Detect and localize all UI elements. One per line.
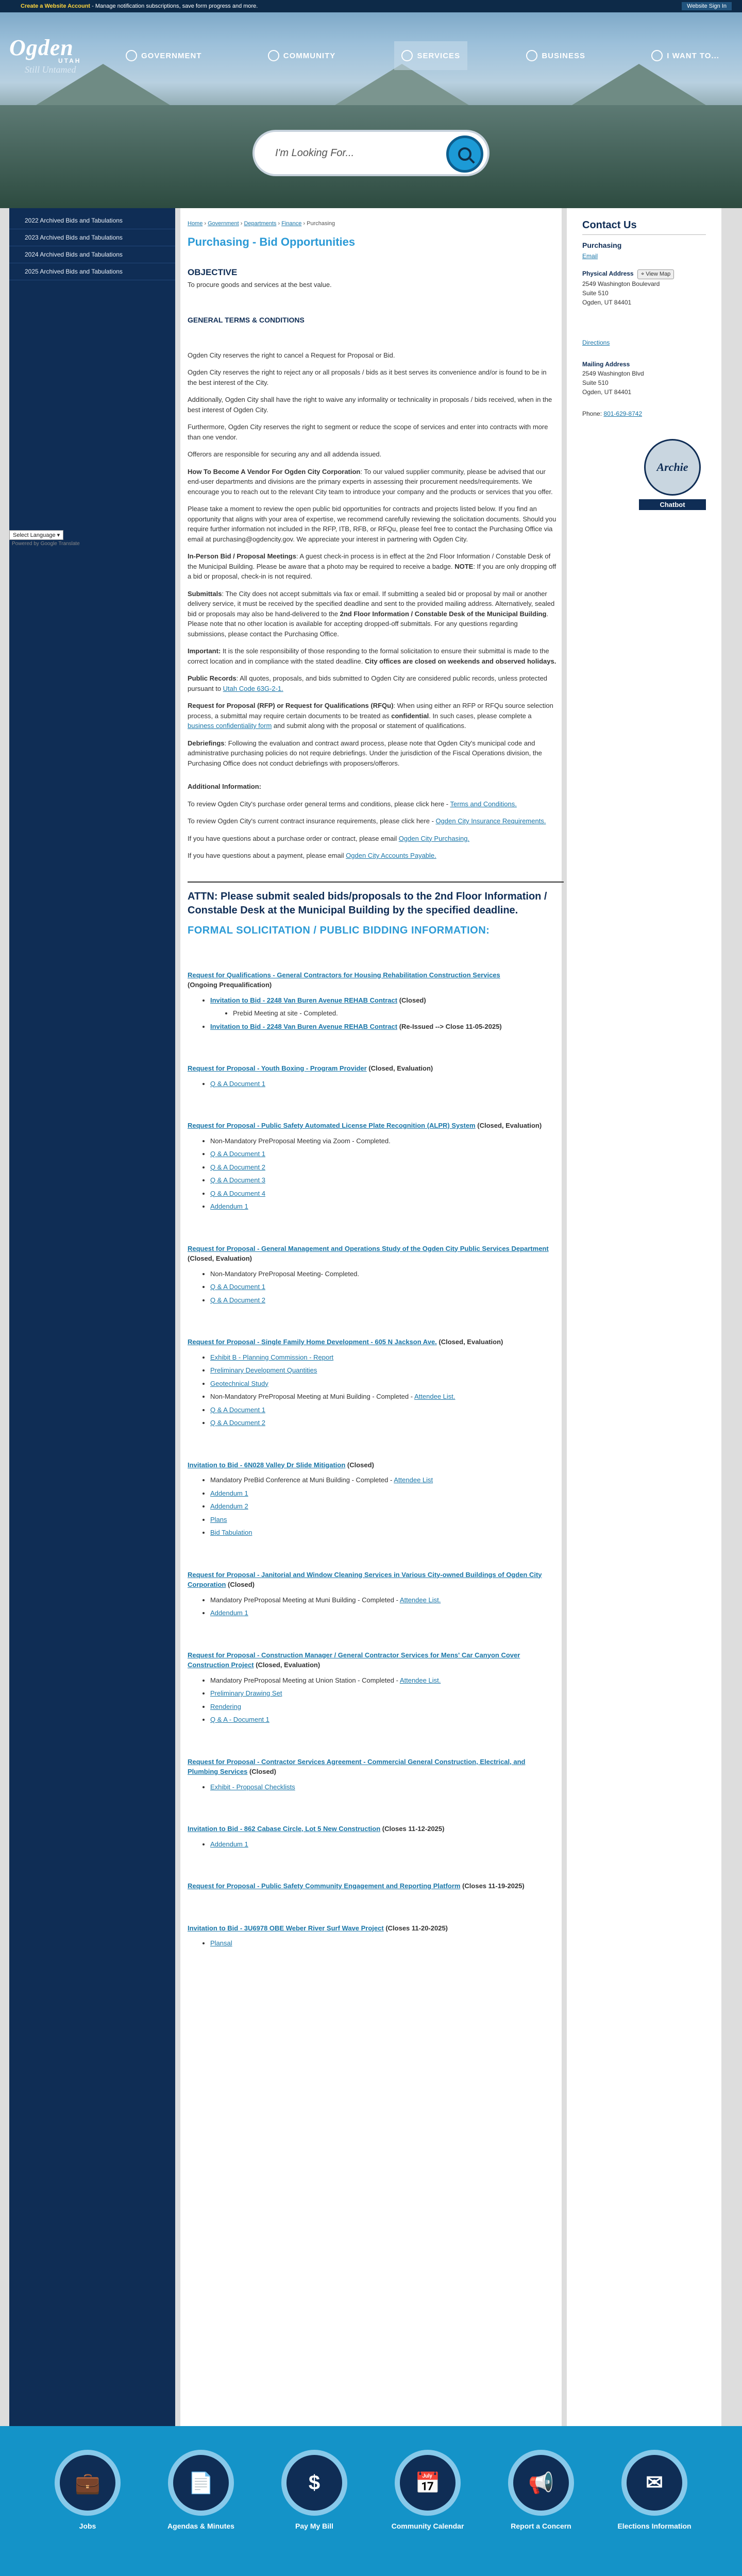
main-content bbox=[180, 208, 562, 2426]
solicitation-document[interactable] bbox=[210, 1501, 556, 1512]
search-icon bbox=[458, 147, 471, 161]
terms-conditions-link[interactable]: Terms and Conditions. bbox=[450, 800, 517, 808]
solicitation-status: (Closes 11-20-2025) bbox=[383, 1924, 448, 1932]
solicitation-status: (Closed) bbox=[247, 1768, 276, 1775]
solicitation-item bbox=[188, 1121, 556, 1212]
circle-icon bbox=[651, 50, 663, 61]
solicitation-title-link[interactable]: Request for Proposal - Single Family Home Development - 605 N Jackson Ave. bbox=[188, 1338, 437, 1346]
quick-link-1[interactable] bbox=[46, 2450, 129, 2530]
document-link[interactable]: Rendering bbox=[210, 1702, 241, 1710]
quick-link-label: Pay My Bill bbox=[295, 2522, 333, 2530]
insurance-paragraph: To review Ogden City's current contract insurance requirements, please click here - Ogden City Insurance Requirements. bbox=[188, 817, 546, 825]
solicitation-title-link[interactable]: Request for Proposal - Janitorial and Window Cleaning Services in Various City-owned Buildings of Ogden City Corporation bbox=[188, 1570, 542, 1588]
mail-icon: ✉ bbox=[621, 2450, 687, 2516]
document-link[interactable]: Addendum 1 bbox=[210, 1202, 248, 1210]
contact-heading: Contact Us bbox=[582, 219, 637, 231]
megaphone-icon: 📢 bbox=[508, 2450, 574, 2516]
insurance-link[interactable]: Ogden City Insurance Requirements. bbox=[435, 817, 546, 825]
solicitation-document[interactable] bbox=[210, 1162, 556, 1173]
sidebar-item-2023[interactable]: 2023 Archived Bids and Tabulations bbox=[9, 229, 175, 246]
document-link[interactable]: Geotechnical Study bbox=[210, 1379, 268, 1387]
solicitation-item bbox=[188, 1244, 556, 1306]
solicitation-document[interactable] bbox=[210, 1515, 556, 1525]
archie-logo: Archie bbox=[644, 439, 701, 496]
solicitation-document[interactable] bbox=[210, 1405, 556, 1415]
document-link[interactable]: Invitation to Bid - 2248 Van Buren Avenue REHAB Contract bbox=[210, 1022, 398, 1030]
terms-p1: Ogden City reserves the right to cancel a Request for Proposal or Bid. bbox=[188, 351, 395, 359]
site-search bbox=[252, 128, 490, 178]
solicitation-document bbox=[210, 1595, 556, 1605]
solicitation-document[interactable] bbox=[210, 995, 556, 1006]
solicitation-title-link[interactable]: Invitation to Bid - 6N028 Valley Dr Slide Mitigation bbox=[188, 1461, 346, 1469]
breadcrumb-government[interactable]: Government bbox=[208, 221, 239, 227]
attendee-list-link[interactable]: Attendee List. bbox=[399, 1676, 441, 1684]
solicitation-note: (Ongoing Prequalification) bbox=[188, 981, 272, 989]
document-link[interactable]: Preliminary Drawing Set bbox=[210, 1689, 282, 1697]
document-link[interactable]: Q & A - Document 1 bbox=[210, 1716, 269, 1723]
solicitation-document[interactable] bbox=[210, 1528, 556, 1538]
solicitation-item bbox=[188, 1824, 556, 1849]
account-alert[interactable]: Create a Website Account - Manage notification subscriptions, save form progress and more. bbox=[21, 3, 258, 9]
document-note: Mandatory PreProposal Meeting at Muni Building - Completed - bbox=[210, 1596, 398, 1604]
sidebar-item-2025[interactable]: 2025 Archived Bids and Tabulations bbox=[9, 263, 175, 280]
document-link[interactable]: Addendum 1 bbox=[210, 1489, 248, 1497]
attn-notice: ATTN: Please submit sealed bids/proposals to the 2nd Floor Information / Constable Desk at the Municipal Building by the specified deadline. bbox=[188, 890, 547, 916]
solicitation-document[interactable] bbox=[210, 1175, 556, 1185]
solicitation-item bbox=[188, 1650, 556, 1725]
document-link[interactable]: Invitation to Bid - 2248 Van Buren Avenue REHAB Contract bbox=[210, 996, 398, 1004]
rfp-paragraph: Request for Proposal (RFP) or Request for Qualifications (RFQu): When using either an RFP or RFQu source selection process, a submittal may require certain documents to be treated as confidential. In such cases, please complete a business confidentiality form and submit along with the proposal or statement of qualifications. bbox=[188, 702, 553, 730]
divider bbox=[188, 882, 564, 883]
sidebar-item-2024[interactable]: 2024 Archived Bids and Tabulations bbox=[9, 246, 175, 263]
archie-chatbot-button[interactable] bbox=[639, 439, 706, 516]
quick-link-5[interactable] bbox=[500, 2450, 582, 2530]
solicitation-document bbox=[210, 1675, 556, 1686]
document-link[interactable]: Addendum 2 bbox=[210, 1502, 248, 1510]
document-note: Non-Mandatory PreProposal Meeting via Zoom - Completed. bbox=[210, 1137, 391, 1145]
solicitation-document bbox=[210, 1269, 556, 1279]
solicitation-item bbox=[188, 1923, 556, 1948]
document-link[interactable]: Q & A Document 1 bbox=[210, 1405, 265, 1414]
solicitation-item bbox=[188, 970, 556, 1032]
document-note: Mandatory PreBid Conference at Muni Building - Completed - bbox=[210, 1476, 393, 1484]
language-select[interactable]: Select Language ▾ Powered by Google Translate bbox=[9, 530, 63, 540]
solicitation-document[interactable] bbox=[210, 1782, 556, 1792]
dollar-icon: $ bbox=[281, 2450, 347, 2516]
document-link[interactable]: Plansal bbox=[210, 1939, 232, 1947]
objective-heading: OBJECTIVE bbox=[188, 267, 238, 277]
document-link[interactable]: Q & A Document 1 bbox=[210, 1283, 265, 1291]
document-note: Mandatory PreProposal Meeting at Union Station - Completed - bbox=[210, 1676, 398, 1684]
solicitation-status: (Closed, Evaluation) bbox=[188, 1255, 252, 1262]
phone-link[interactable]: 801-629-8742 bbox=[603, 410, 643, 417]
document-link[interactable]: Q & A Document 2 bbox=[210, 1163, 265, 1171]
attendee-list-link[interactable]: Attendee List. bbox=[414, 1393, 456, 1400]
document-link[interactable]: Q & A Document 4 bbox=[210, 1189, 265, 1197]
document-link[interactable]: Preliminary Development Quantities bbox=[210, 1366, 317, 1374]
chatbot-banner: Chatbot bbox=[639, 499, 706, 510]
solicitation-document[interactable] bbox=[210, 1352, 556, 1363]
document-status: (Closed) bbox=[397, 996, 426, 1004]
debriefings-paragraph: Debriefings: Following the evaluation and contract award process, please note that Ogden City's municipal code and administrative purchasing policies do not require debriefings. Under the jurisdiction of the Fiscal Operations division, the Purchasing Office does not conduct debriefings with proposers/offerors. bbox=[188, 739, 542, 767]
solicitation-document[interactable] bbox=[210, 1079, 556, 1089]
contact-email-link[interactable]: Email bbox=[582, 252, 598, 260]
physical-address: Physical Address ⌖ View Map 2549 Washington Boulevard Suite 510 Ogden, UT 84401 bbox=[582, 269, 706, 307]
solicitation-document[interactable] bbox=[210, 1702, 556, 1712]
sign-in-link[interactable]: Website Sign In bbox=[682, 2, 732, 10]
nav-business[interactable]: BUSINESS bbox=[519, 41, 593, 70]
objective-text: To procure goods and services at the best value. bbox=[188, 281, 332, 289]
confidentiality-form-link[interactable]: business confidentiality form bbox=[188, 722, 272, 730]
solicitation-title-link[interactable]: Request for Qualifications - General Contractors for Housing Rehabilitation Construction Services bbox=[188, 971, 500, 979]
solicitation-status: (Closes 11-19-2025) bbox=[460, 1882, 525, 1890]
quick-link-label: Report a Concern bbox=[511, 2522, 571, 2530]
document-link[interactable]: Bid Tabulation bbox=[210, 1529, 252, 1536]
solicitation-document[interactable] bbox=[210, 1201, 556, 1212]
solicitation-title-link[interactable]: Request for Proposal - Contractor Services Agreement - Commercial General Construction, Electrical, and Plumbing Services bbox=[188, 1757, 526, 1775]
document-link[interactable]: Q & A Document 2 bbox=[210, 1296, 265, 1304]
terms-conditions-paragraph: To review Ogden City's purchase order general terms and conditions, please click here - Terms and Conditions. bbox=[188, 800, 517, 808]
quick-link-6[interactable] bbox=[613, 2450, 696, 2530]
calendar-icon: 📅 bbox=[395, 2450, 461, 2516]
solicitation-status: (Closed, Evaluation) bbox=[254, 1661, 321, 1669]
solicitation-document bbox=[210, 1475, 556, 1485]
public-records-paragraph: Public Records: All quotes, proposals, and bids submitted to Ogden City are considered public records, unless protected pursuant to Utah Code 63G-2-1. bbox=[188, 674, 548, 692]
purchasing-email-link[interactable]: Ogden City Purchasing. bbox=[398, 834, 470, 842]
nav-services[interactable]: SERVICES bbox=[394, 41, 467, 70]
vendor-paragraph: How To Become A Vendor For Ogden City Corporation: To our valued supplier community, please be advised that our end-user departments and divisions are the primary experts in assessing their procurement needs/requirements. We encourage you to reach out to the relevant City team to introduce your company and the products or services that you offer. bbox=[188, 467, 553, 496]
breadcrumb-departments[interactable]: Departments bbox=[244, 221, 277, 227]
terms-p7: Please take a moment to review the open public bid opportunities for contracts and projects listed below. If you find an opportunity that aligns with your area of expertise, we recommend carefully reviewing the solicitation documents. Should you require further information not included in the RFP, ITB, RFB, or RFQu, please feel free to contact the Purchasing Office via email at purchasing@ogdencity.gov. We appreciate your interest in partnering with Ogden City. bbox=[188, 505, 556, 543]
terms-p5: Offerors are responsible for securing any and all addenda issued. bbox=[188, 450, 382, 458]
solicitation-document[interactable] bbox=[210, 1149, 556, 1159]
solicitation-document[interactable] bbox=[210, 1839, 556, 1850]
site-logo[interactable]: Ogden UTAH Still Untamed bbox=[9, 35, 81, 75]
mailing-address: Mailing Address 2549 Washington Blvd Suite 510 Ogden, UT 84401 bbox=[582, 360, 644, 396]
breadcrumb-current: Purchasing bbox=[307, 221, 335, 227]
phone-line: Phone: 801-629-8742 bbox=[582, 410, 643, 417]
quick-link-2[interactable] bbox=[160, 2450, 242, 2530]
quick-link-3[interactable] bbox=[273, 2450, 356, 2530]
document-link[interactable]: Q & A Document 2 bbox=[210, 1419, 265, 1427]
circle-icon bbox=[126, 50, 137, 61]
solicitation-item bbox=[188, 1570, 556, 1618]
solicitation-title-link[interactable]: Request for Proposal - Youth Boxing - Program Provider bbox=[188, 1064, 367, 1072]
solicitation-document[interactable] bbox=[210, 1488, 556, 1499]
nav-i-want-to[interactable]: I WANT TO... bbox=[644, 41, 727, 70]
solicitation-document[interactable] bbox=[210, 1715, 556, 1725]
solicitation-status: (Closed) bbox=[226, 1581, 255, 1588]
solicitation-item bbox=[188, 1757, 556, 1792]
document-link[interactable]: Exhibit - Proposal Checklists bbox=[210, 1783, 295, 1791]
quick-link-4[interactable] bbox=[386, 2450, 469, 2530]
solicitation-document[interactable] bbox=[210, 1938, 556, 1948]
solicitation-item bbox=[188, 1063, 556, 1089]
document-link[interactable]: Plans bbox=[210, 1515, 227, 1523]
quick-link-label: Community Calendar bbox=[391, 2522, 464, 2530]
purchasing-email-paragraph: If you have questions about a purchase order or contract, please email Ogden City Purchasing. bbox=[188, 834, 470, 842]
inperson-paragraph: In-Person Bid / Proposal Meetings: A guest check-in process is in effect at the 2nd Floor Information / Constable Desk of the Municipal Building. Please be aware that a photo may be required to receive a badge. NOTE: If you are only dropping off a bid or proposal, check-in is not required. bbox=[188, 552, 556, 580]
quick-link-label: Elections Information bbox=[617, 2522, 692, 2530]
solicitation-document[interactable] bbox=[210, 1189, 556, 1199]
hero-banner bbox=[0, 12, 742, 208]
solicitation-item bbox=[188, 1460, 556, 1538]
solicitation-document bbox=[233, 1008, 556, 1019]
circle-icon bbox=[268, 50, 279, 61]
breadcrumb-home[interactable]: Home bbox=[188, 221, 203, 227]
solicitation-status: (Closed, Evaluation) bbox=[475, 1122, 542, 1129]
document-link[interactable]: Addendum 1 bbox=[210, 1609, 248, 1617]
solicitation-document bbox=[210, 1136, 556, 1146]
search-button[interactable] bbox=[446, 135, 483, 173]
solicitation-document[interactable] bbox=[210, 1418, 556, 1428]
terms-p4: Furthermore, Ogden City reserves the right to segment or reduce the scope of services and enter into contracts with more than one vendor. bbox=[188, 423, 548, 441]
document-link[interactable]: Q & A Document 1 bbox=[210, 1079, 265, 1088]
solicitation-document[interactable] bbox=[210, 1022, 556, 1032]
solicitation-document[interactable] bbox=[210, 1295, 556, 1306]
solicitation-list bbox=[188, 970, 556, 1948]
page-title: Purchasing - Bid Opportunities bbox=[188, 235, 356, 248]
solicitation-title-link[interactable]: Invitation to Bid - 862 Cabase Circle, Lot 5 New Construction bbox=[188, 1825, 381, 1833]
submittals-paragraph: Submittals: The City does not accept submittals via fax or email. If submitting a sealed bid or proposal by mail or another delivery service, it must be received by the specified deadline and sent to the provided mailing address. Alternatively, sealed bid or proposals may also be hand-delivered to the 2nd Floor Information / Constable Desk of the Municipal Building. Please note that no other location is available for accepting dropped-off submittals. For any questions regarding submissions, please contact the Purchasing Office. bbox=[188, 589, 555, 638]
nav-community[interactable]: COMMUNITY bbox=[261, 41, 343, 70]
solicitation-item bbox=[188, 1337, 556, 1428]
attendee-list-link[interactable]: Attendee List bbox=[394, 1476, 433, 1484]
solicitation-status: (Closed) bbox=[345, 1461, 374, 1469]
document-link[interactable]: Q & A Document 1 bbox=[210, 1150, 265, 1158]
solicitation-status: (Closes 11-12-2025) bbox=[380, 1825, 445, 1833]
document-status: (Re-Issued --> Close 11-05-2025) bbox=[397, 1022, 502, 1030]
solicitation-status: (Closed, Evaluation) bbox=[436, 1338, 503, 1346]
solicitation-title-link[interactable]: Request for Proposal - Public Safety Automated License Plate Recognition (ALPR) System bbox=[188, 1122, 476, 1129]
briefcase-icon: 💼 bbox=[55, 2450, 121, 2516]
solicitation-item bbox=[188, 1881, 556, 1891]
payables-paragraph: If you have questions about a payment, please email Ogden City Accounts Payable. bbox=[188, 852, 436, 859]
solicitation-title-link[interactable]: Invitation to Bid - 3U6978 OBE Weber River Surf Wave Project bbox=[188, 1924, 384, 1932]
formal-heading: FORMAL SOLICITATION / PUBLIC BIDDING INFORMATION: bbox=[188, 924, 490, 936]
quick-link-label: Agendas & Minutes bbox=[167, 2522, 234, 2530]
contact-panel bbox=[567, 208, 721, 2426]
solicitation-document[interactable] bbox=[210, 1365, 556, 1376]
terms-p3: Additionally, Ogden City shall have the right to waive any informality or technicality in proposals / bids received, when in the best interest of Ogden City. bbox=[188, 396, 552, 414]
solicitation-document[interactable] bbox=[210, 1379, 556, 1389]
solicitation-document bbox=[210, 1392, 556, 1402]
divider bbox=[582, 234, 706, 235]
quick-links-bar bbox=[0, 2426, 742, 2576]
solicitation-title-link[interactable]: Request for Proposal - Public Safety Community Engagement and Reporting Platform bbox=[188, 1882, 461, 1890]
document-note: Non-Mandatory PreProposal Meeting- Completed. bbox=[210, 1269, 360, 1278]
document-link[interactable]: Exhibit B - Planning Commission - Report bbox=[210, 1353, 334, 1361]
solicitation-status: (Closed, Evaluation) bbox=[366, 1064, 433, 1072]
main-nav bbox=[119, 41, 742, 70]
sidebar-item-2022[interactable]: 2022 Archived Bids and Tabulations bbox=[9, 212, 175, 229]
payables-link[interactable]: Ogden City Accounts Payable. bbox=[346, 852, 436, 859]
document-note: Non-Mandatory PreProposal Meeting at Muni Building - Completed - bbox=[210, 1393, 413, 1400]
breadcrumb-finance[interactable]: Finance bbox=[281, 221, 302, 227]
nav-government[interactable]: GOVERNMENT bbox=[119, 41, 209, 70]
document-link[interactable]: Q & A Document 3 bbox=[210, 1176, 265, 1184]
terms-p2: Ogden City reserves the right to reject any or all proposals / bids as it best serves its convenience and/or is found to be in the best interest of the City. bbox=[188, 368, 547, 386]
contact-dept: Purchasing bbox=[582, 241, 622, 249]
solicitation-document[interactable] bbox=[210, 1282, 556, 1292]
solicitation-title-link[interactable]: Request for Proposal - General Management and Operations Study of the Ogden City Public Services Department bbox=[188, 1244, 549, 1252]
google-translate-credit: Powered by Google Translate bbox=[12, 541, 80, 547]
circle-icon bbox=[401, 50, 413, 61]
directions-link[interactable]: Directions bbox=[582, 338, 610, 346]
utah-code-link[interactable]: Utah Code 63G-2-1. bbox=[223, 684, 283, 692]
view-map-button[interactable]: ⌖ View Map bbox=[637, 269, 674, 279]
document-note: Prebid Meeting at site - Completed. bbox=[233, 1009, 338, 1017]
search-input[interactable]: I'm Looking For... bbox=[252, 130, 490, 176]
top-alert-bar bbox=[0, 0, 742, 12]
solicitation-document[interactable] bbox=[210, 1688, 556, 1699]
document-icon: 📄 bbox=[168, 2450, 234, 2516]
additional-info-heading: Additional Information: bbox=[188, 783, 261, 790]
solicitation-title-link[interactable]: Request for Proposal - Construction Manager / General Contractor Services for Mens' Car Canyon Cover Construction Project bbox=[188, 1651, 520, 1669]
circle-icon bbox=[526, 50, 537, 61]
important-paragraph: Important: It is the sole responsibility of those responding to the formal solicitation to ensure their submittal is made to the correct location and in compliance with the stated deadline. City offices are closed on weekends and observed holidays. bbox=[188, 647, 556, 665]
terms-heading: GENERAL TERMS & CONDITIONS bbox=[188, 315, 305, 324]
breadcrumb: Home › Government › Departments › Finance › Purchasing bbox=[188, 221, 335, 227]
document-link[interactable]: Addendum 1 bbox=[210, 1840, 248, 1848]
quick-link-label: Jobs bbox=[79, 2522, 96, 2530]
solicitation-document[interactable] bbox=[210, 1608, 556, 1618]
attendee-list-link[interactable]: Attendee List. bbox=[399, 1596, 441, 1604]
